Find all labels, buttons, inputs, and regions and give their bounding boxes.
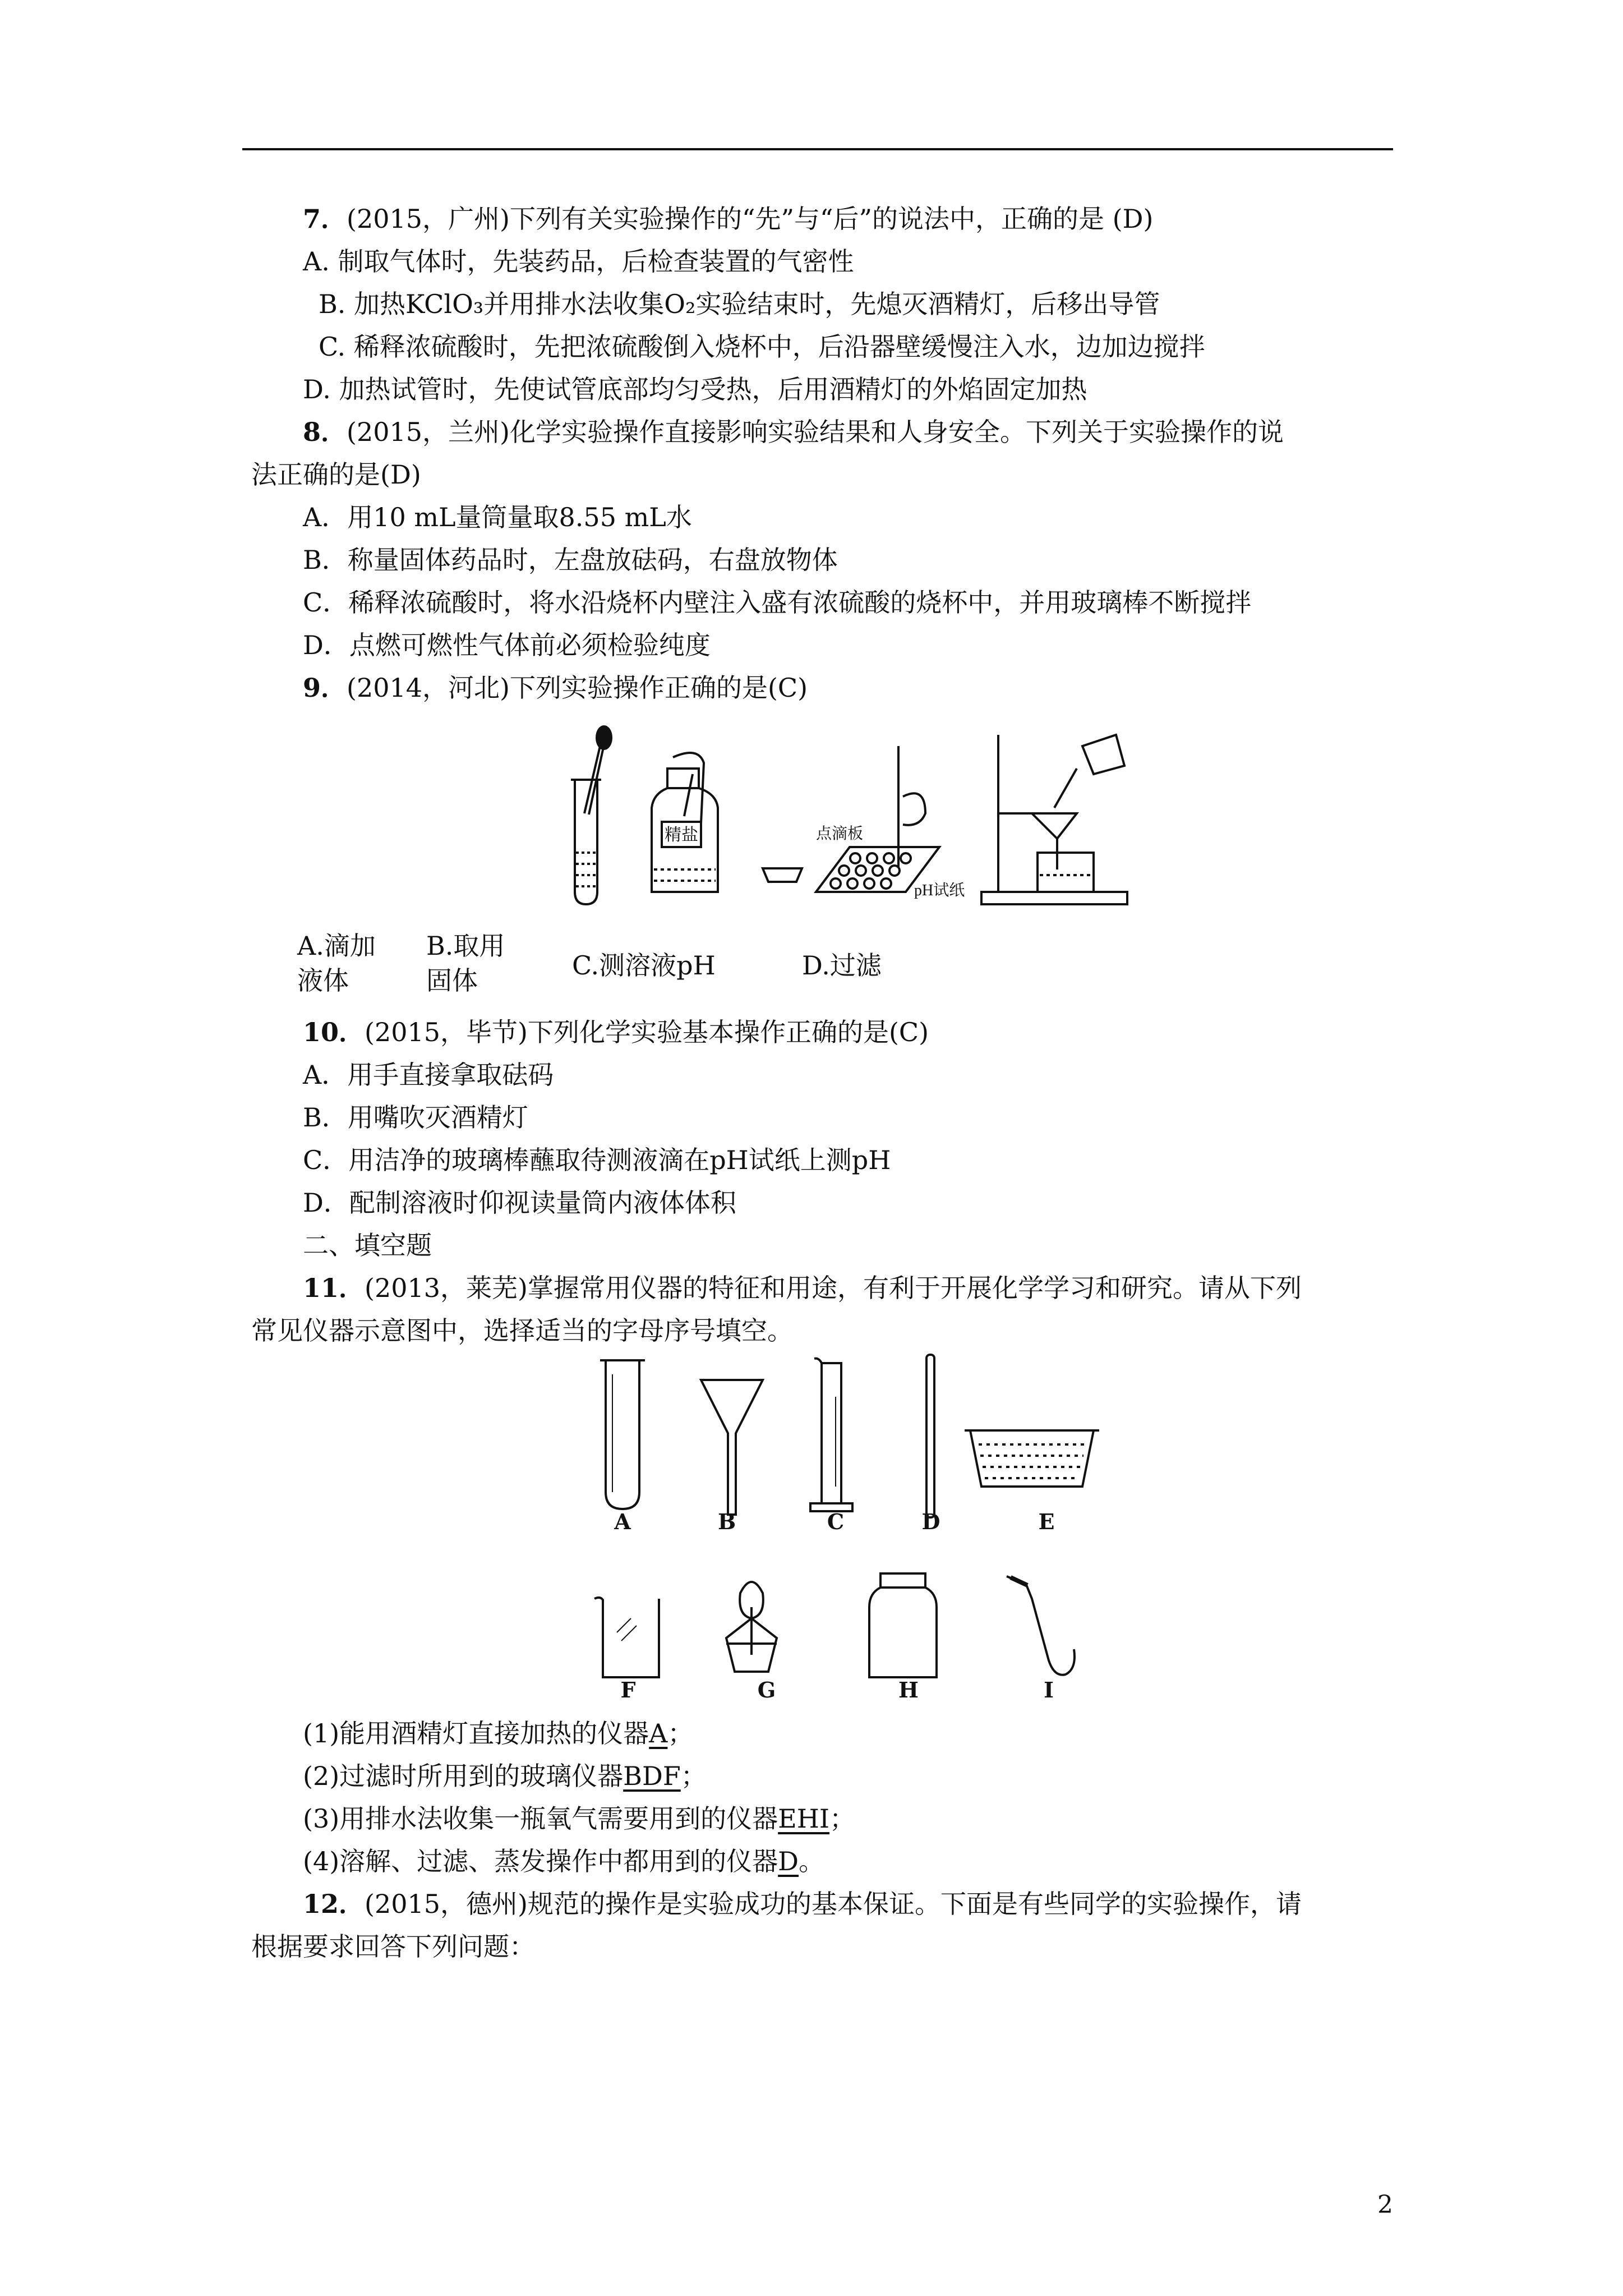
salt-bottle-illustration bbox=[652, 753, 718, 892]
instrument-label-c: C bbox=[827, 1509, 845, 1534]
spot-plate-label: 点滴板 bbox=[816, 825, 864, 843]
q11-answer-4: (4)溶解、过滤、蒸发操作中都用到的仪器D。 bbox=[303, 1846, 825, 1876]
alcohol-lamp-illustration bbox=[726, 1582, 777, 1672]
section-heading: 二、填空题 bbox=[303, 1230, 432, 1260]
q9-caption-b: B.取用 固体 bbox=[426, 931, 505, 996]
q8-option-a: A．用10 mL量筒量取8.55 mL水 bbox=[303, 502, 692, 532]
delivery-tube-illustration bbox=[1007, 1576, 1075, 1675]
q10-option-c: C．用洁净的玻璃棒蘸取待测液滴在pH试纸上测pH bbox=[303, 1145, 891, 1175]
q7-option-c: C. 稀释浓硫酸时，先把浓硫酸倒入烧杯中，后沿器壁缓慢注入水，边加边搅拌 bbox=[319, 332, 1205, 362]
instrument-label-e: E bbox=[1038, 1509, 1055, 1534]
funnel-illustration bbox=[701, 1380, 763, 1515]
q10-stem: 10．(2015，毕节)下列化学实验基本操作正确的是(C) bbox=[303, 1017, 929, 1047]
q11-answer-2: (2)过滤时所用到的玻璃仪器BDF； bbox=[303, 1761, 707, 1791]
q11-answer-1: (1)能用酒精灯直接加热的仪器A； bbox=[303, 1718, 694, 1749]
q10-option-b: B．用嘴吹灭酒精灯 bbox=[303, 1102, 528, 1133]
dropper-tube-illustration bbox=[571, 726, 611, 904]
spot-plate-illustration bbox=[763, 746, 965, 899]
q8-stem: 8．(2015，兰州)化学实验操作直接影响实验结果和人身安全。下列关于实验操作的说 bbox=[303, 417, 1284, 447]
q11-stem-cont: 常见仪器示意图中，选择适当的字母序号填空。 bbox=[251, 1315, 793, 1346]
instrument-label-h: H bbox=[898, 1677, 919, 1703]
instruments-row2 bbox=[583, 1565, 1116, 1688]
q8-option-d: D．点燃可燃性气体前必须检验纯度 bbox=[303, 630, 711, 660]
q7-option-a: A. 制取气体时，先装药品，后检查装置的气密性 bbox=[303, 246, 854, 277]
gas-bottle-illustration bbox=[869, 1573, 937, 1677]
q11-stem: 11．(2013，莱芜)掌握常用仪器的特征和用途，有利于开展化学学习和研究。请从下列 bbox=[303, 1273, 1302, 1303]
q9-caption-d: D.过滤 bbox=[802, 950, 882, 981]
q7-option-d: D. 加热试管时，先使试管底部均匀受热，后用酒精灯的外焰固定加热 bbox=[303, 374, 1087, 404]
beaker-illustration bbox=[594, 1598, 659, 1677]
header-rule bbox=[242, 148, 1393, 150]
q9-caption-a: A.滴加 液体 bbox=[297, 931, 376, 996]
instrument-label-a: A bbox=[614, 1509, 631, 1534]
graduated-cylinder-illustration bbox=[810, 1359, 852, 1511]
filtration-illustration bbox=[981, 735, 1127, 904]
salt-label: 精盐 bbox=[665, 826, 698, 844]
q11-answer-3: (3)用排水法收集一瓶氧气需要用到的仪器EHI； bbox=[303, 1803, 856, 1834]
q7-option-b: B. 加热KClO₃并用排水法收集O₂实验结束时，先熄灭酒精灯，后移出导管 bbox=[319, 289, 1160, 319]
ph-paper-label: pH试纸 bbox=[914, 882, 965, 899]
q8-option-b: B．称量固体药品时，左盘放砝码，右盘放物体 bbox=[303, 545, 838, 575]
q9-stem: 9．(2014，河北)下列实验操作正确的是(C) bbox=[303, 673, 808, 703]
instrument-label-g: G bbox=[757, 1677, 776, 1703]
q12-stem: 12．(2015，德州)规范的操作是实验成功的基本保证。下面是有些同学的实验操作，请 bbox=[303, 1889, 1302, 1919]
page-number: 2 bbox=[1377, 2191, 1393, 2219]
q7-stem: 7．(2015，广州)下列有关实验操作的“先”与“后”的说法中，正确的是 (D) bbox=[303, 204, 1154, 234]
instrument-label-i: I bbox=[1044, 1677, 1054, 1703]
glass-rod-illustration bbox=[926, 1355, 934, 1517]
q9-caption-c: C.测溶液pH bbox=[572, 950, 716, 981]
instrument-label-d: D bbox=[921, 1509, 940, 1534]
q10-option-d: D．配制溶液时仰视读量筒内液体体积 bbox=[303, 1188, 736, 1218]
instrument-label-f: F bbox=[620, 1677, 636, 1703]
q10-option-a: A．用手直接拿取砝码 bbox=[303, 1060, 554, 1090]
q8-stem-cont: 法正确的是(D) bbox=[251, 459, 421, 490]
q12-stem-cont: 根据要求回答下列问题： bbox=[251, 1931, 535, 1962]
test-tube-illustration bbox=[600, 1360, 645, 1509]
instrument-label-b: B bbox=[717, 1509, 736, 1534]
water-trough-illustration bbox=[965, 1430, 1099, 1487]
q8-option-c: C．稀释浓硫酸时，将水沿烧杯内壁注入盛有浓硫酸的烧杯中，并用玻璃棒不断搅拌 bbox=[303, 587, 1252, 618]
q9-figure bbox=[555, 724, 1138, 917]
